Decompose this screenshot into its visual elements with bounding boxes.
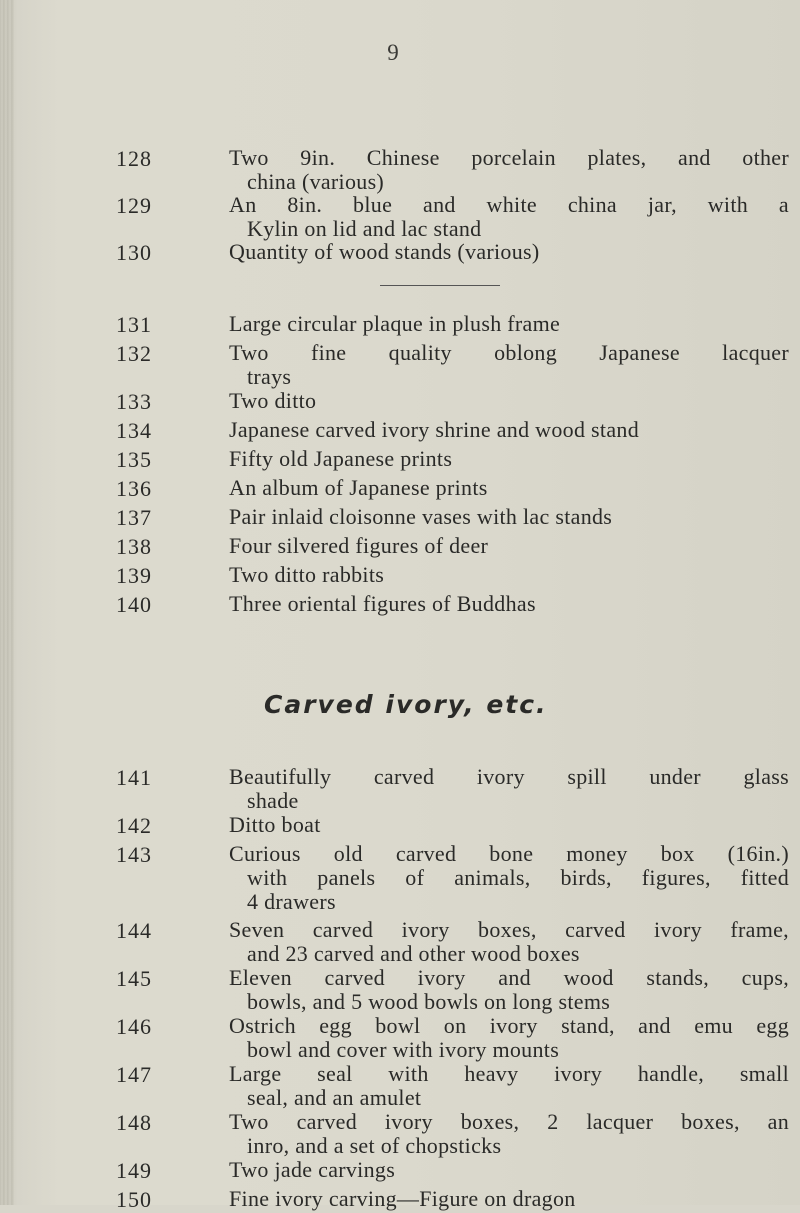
lot-description (229, 1110, 789, 1158)
lot-number: 129 (116, 193, 152, 218)
lot-description (229, 1014, 789, 1062)
lot-description (229, 312, 789, 336)
description-line: inro, and a set of chopsticks (247, 1133, 502, 1158)
lot-number: 143 (116, 842, 152, 867)
lot-description (229, 476, 789, 500)
lot-number: 140 (116, 592, 152, 617)
section-divider (380, 285, 500, 286)
lot-number: 147 (116, 1062, 152, 1087)
lot-number: 144 (116, 918, 152, 943)
lot-number: 149 (116, 1158, 152, 1183)
description-line: Ostrich egg bowl on ivory stand, and emu egg (229, 1013, 789, 1038)
description-line: Pair inlaid cloisonne vases with lac stands (229, 504, 613, 529)
lot-description (229, 966, 789, 1014)
lot-number: 145 (116, 966, 152, 991)
description-line: and 23 carved and other wood boxes (247, 941, 580, 966)
description-line: trays (247, 364, 292, 389)
lot-description (229, 1062, 789, 1110)
lot-number: 130 (116, 240, 152, 265)
lot-number: 138 (116, 534, 152, 559)
description-line: Japanese carved ivory shrine and wood stand (229, 417, 639, 442)
description-line: An 8in. blue and white china jar, with a (229, 192, 789, 217)
description-line: Two carved ivory boxes, 2 lacquer boxes, an (229, 1109, 789, 1134)
lot-number: 148 (116, 1110, 152, 1135)
page-number: 9 (387, 40, 399, 65)
lot-description (229, 918, 789, 966)
lot-description (229, 447, 789, 471)
lot-description (229, 592, 789, 616)
description-line: Two ditto rabbits (229, 562, 385, 587)
description-line: Eleven carved ivory and wood stands, cups, (229, 965, 789, 990)
lot-description (229, 240, 789, 264)
lot-number: 131 (116, 312, 152, 337)
description-line: Large circular plaque in plush frame (229, 311, 561, 336)
description-line: with panels of animals, birds, figures, fitted (247, 865, 789, 890)
lot-description (229, 842, 789, 914)
description-line: Large seal with heavy ivory handle, small (229, 1061, 789, 1086)
lot-description (229, 418, 789, 442)
description-line: Two 9in. Chinese porcelain plates, and other (229, 145, 789, 170)
lot-number: 137 (116, 505, 152, 530)
description-line: seal, and an amulet (247, 1085, 422, 1110)
lot-number: 146 (116, 1014, 152, 1039)
description-line: Beautifully carved ivory spill under glass (229, 764, 789, 789)
lot-description (229, 505, 789, 529)
description-line: Four silvered figures of deer (229, 533, 489, 558)
lot-description (229, 1187, 789, 1211)
description-line: shade (247, 788, 299, 813)
lot-number: 141 (116, 765, 152, 790)
description-line: bowls, and 5 wood bowls on long stems (247, 989, 611, 1014)
lot-number: 135 (116, 447, 152, 472)
description-line: Two jade carvings (229, 1157, 396, 1182)
lot-number: 136 (116, 476, 152, 501)
lot-description (229, 389, 789, 413)
description-line: An album of Japanese prints (229, 475, 488, 500)
lot-number: 150 (116, 1187, 152, 1212)
lot-description (229, 193, 789, 241)
description-line: 4 drawers (247, 889, 336, 914)
description-line: Fifty old Japanese prints (229, 446, 453, 471)
description-line: Kylin on lid and lac stand (247, 216, 482, 241)
lot-description (229, 563, 789, 587)
lot-description (229, 1158, 789, 1182)
lot-description (229, 534, 789, 558)
lot-number: 142 (116, 813, 152, 838)
description-line: bowl and cover with ivory mounts (247, 1037, 560, 1062)
lot-description (229, 146, 789, 194)
page-binding-edge (0, 0, 14, 1205)
description-line: Two ditto (229, 388, 317, 413)
description-line: china (various) (247, 169, 385, 194)
lot-number: 139 (116, 563, 152, 588)
description-line: Quantity of wood stands (various) (229, 239, 540, 264)
description-line: Seven carved ivory boxes, carved ivory frame, (229, 917, 789, 942)
lot-number: 133 (116, 389, 152, 414)
lot-number: 128 (116, 146, 152, 171)
lot-description (229, 341, 789, 389)
lot-number: 132 (116, 341, 152, 366)
section-heading: Carved ivory, etc. (264, 690, 548, 719)
lot-number: 134 (116, 418, 152, 443)
description-line: Two fine quality oblong Japanese lacquer (229, 340, 789, 365)
lot-description (229, 765, 789, 813)
lot-description (229, 813, 789, 837)
description-line: Curious old carved bone money box (16in.) (229, 841, 789, 866)
description-line: Three oriental figures of Buddhas (229, 591, 536, 616)
description-line: Fine ivory carving—Figure on dragon (229, 1186, 576, 1211)
description-line: Ditto boat (229, 812, 321, 837)
